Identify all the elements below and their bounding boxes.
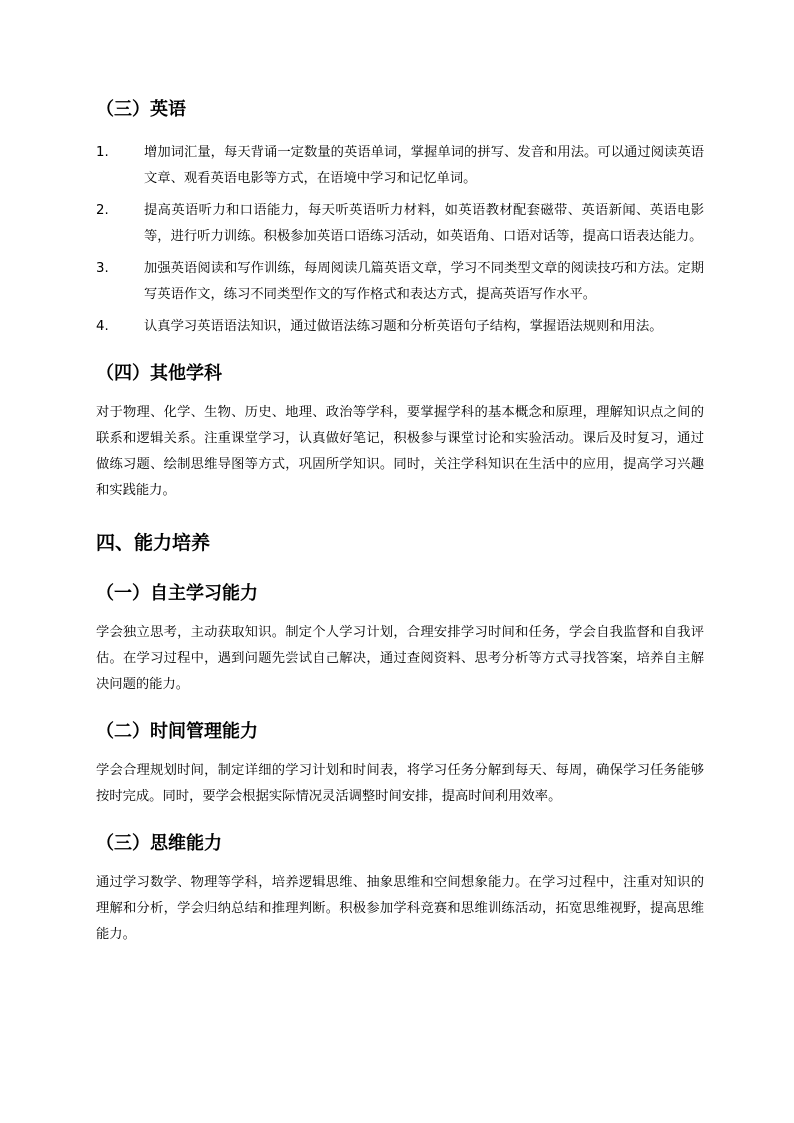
- time-management-heading: （二）时间管理能力: [96, 721, 258, 742]
- ability-section-heading: 四、能力培养: [96, 532, 211, 554]
- list-number: 3.: [96, 261, 109, 276]
- self-study-heading: （一）自主学习能力: [96, 583, 258, 604]
- list-number: 4.: [96, 319, 109, 334]
- list-number: 1.: [96, 145, 109, 160]
- time-management-paragraph: 学会合理规划时间，制定详细的学习计划和时间表，将学习任务分解到每天、每周，确保学习任务能够按时完成。同时，要学会根据实际情况灵活调整时间安排，提高时间利用效率。: [96, 763, 704, 804]
- list-item-text: 提高英语听力和口语能力，每天听英语听力材料，如英语教材配套磁带、英语新闻、英语电影等，进行听力训练。积极参加英语口语练习活动，如英语角、口语对话等，提高口语表达能力。: [144, 203, 704, 244]
- list-item: [96, 198, 704, 250]
- list-item: [96, 140, 704, 192]
- document-page: [96, 96, 704, 948]
- list-item-text: 认真学习英语语法知识，通过做语法练习题和分析英语句子结构，掌握语法规则和用法。: [144, 319, 663, 334]
- list-item-text: 加强英语阅读和写作训练，每周阅读几篇英语文章，学习不同类型文章的阅读技巧和方法。定期写英语作文，练习不同类型作文的写作格式和表达方式，提高英语写作水平。: [144, 261, 704, 302]
- other-subjects-heading: （四）其他学科: [96, 363, 222, 384]
- english-heading: （三）英语: [96, 99, 186, 120]
- self-study-paragraph: 学会独立思考，主动获取知识。制定个人学习计划，合理安排学习时间和任务，学会自我监督和自我评估。在学习过程中，遇到问题先尝试自己解决，通过查阅资料、思考分析等方式寻找答案，培养自主解决问题的能力。: [96, 625, 704, 692]
- english-list: [96, 140, 704, 340]
- other-subjects-paragraph: 对于物理、化学、生物、历史、地理、政治等学科，要掌握学科的基本概念和原理，理解知识点之间的联系和逻辑关系。注重课堂学习，认真做好笔记，积极参与课堂讨论和实验活动。课后及时复习，通过做练习题、绘制思维导图等方式，巩固所学知识。同时，关注学科知识在生活中的应用，提高学习兴趣和实践能力。: [96, 405, 704, 498]
- list-item: [96, 314, 704, 340]
- thinking-heading: （三）思维能力: [96, 833, 222, 854]
- thinking-paragraph: 通过学习数学、物理等学科，培养逻辑思维、抽象思维和空间想象能力。在学习过程中，注重对知识的理解和分析，学会归纳总结和推理判断。积极参加学科竞赛和思维训练活动，拓宽思维视野，提高思维能力。: [96, 875, 704, 942]
- list-item-text: 增加词汇量，每天背诵一定数量的英语单词，掌握单词的拼写、发音和用法。可以通过阅读英语文章、观看英语电影等方式，在语境中学习和记忆单词。: [144, 145, 704, 186]
- list-item: [96, 256, 704, 308]
- list-number: 2.: [96, 203, 109, 218]
